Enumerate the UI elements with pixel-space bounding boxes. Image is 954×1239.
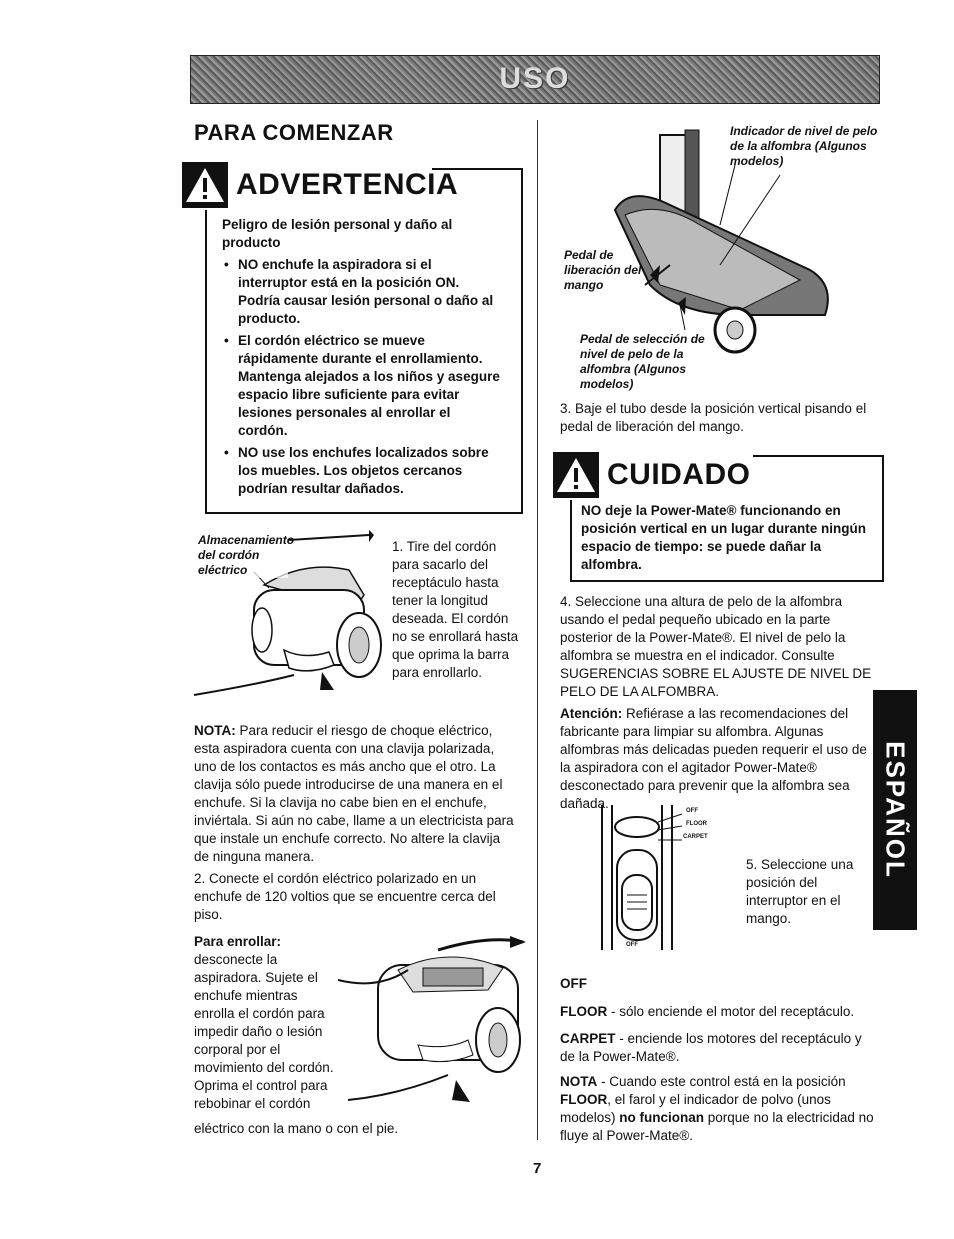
carpet-text: - enciende los motores del receptáculo y de la Power-Mate®. xyxy=(560,1031,862,1064)
header-banner xyxy=(190,55,880,104)
column-divider xyxy=(537,120,538,1140)
floor-label: FLOOR xyxy=(560,1004,608,1019)
nota-text: Para reducir el riesgo de choque eléctrico, esta aspiradora cuenta con una clavija polarizada, uno de los contactos es más ancho que el otro. La clavija sólo puede introducirse de una manera en el enchufe. Si la clavija no cabe bien en el enchufe, inviértala. Si aún no cabe, llame a un electricista para que instale un enchufe correcto. No altere la clavija de ninguna manera. xyxy=(194,723,514,864)
page-number: 7 xyxy=(533,1160,542,1177)
list-item: • El cordón eléctrico se mueve rápidamente durante el enrollamiento. Mantenga alejados a los niños y asegure espacio libre suficiente para evitar lesiones personales al enrollar el cordón. xyxy=(222,332,502,440)
advertencia-intro: Peligro de lesión personal y daño al producto xyxy=(222,217,453,250)
nota2-text-b: , el farol y el indicador de polvo (unos modelos) xyxy=(560,1092,831,1125)
switch-label-carpet: CARPET xyxy=(683,834,708,840)
label-pedal-liberacion: Pedal de liberación del mango xyxy=(564,248,642,292)
figure1-caption: Almacenamiento del cordón eléctrico xyxy=(198,533,295,577)
step-3: 3. Baje el tubo desde la posición vertical pisando el pedal de liberación del mango. xyxy=(560,401,867,434)
nota2-text-c: porque no la electricidad no fluye al Power-Mate®. xyxy=(560,1110,874,1143)
nota-1 xyxy=(194,722,516,866)
warning-icon xyxy=(182,162,228,208)
advertencia-title: ADVERTENCIA xyxy=(236,168,459,201)
nota-label: NOTA: xyxy=(194,723,236,738)
step-2: 2. Conecte el cordón eléctrico polarizado en un enchufe de 120 voltios que se encuentre cerca del piso. xyxy=(194,871,496,922)
cuidado-text: NO deje la Power-Mate® funcionando en posición vertical en un lugar durante ningún espacio de tiempo: se puede dañar la alfombra. xyxy=(581,503,867,572)
enrollar-label: Para enrollar: xyxy=(194,934,282,949)
cuidado-title: CUIDADO xyxy=(607,458,751,491)
cuidado-header xyxy=(553,450,753,500)
enrollar-body: desconecte la aspiradora. Sujete el enchufe mientras enrolla el cordón para impedir daño o lesión corporal por el movimiento del cordón. Oprima el control para rebobinar el cordón xyxy=(194,952,334,1111)
language-tab-label: ESPAÑOL xyxy=(880,741,911,879)
carpet-label: CARPET xyxy=(560,1031,616,1046)
nota2-label: NOTA xyxy=(560,1074,598,1089)
step-5: 5. Seleccione una posición del interruptor en el mango. xyxy=(746,857,854,926)
floor-mode xyxy=(560,1003,880,1021)
carpet-mode xyxy=(560,1030,880,1066)
banner-title: USO xyxy=(499,62,571,95)
step-1: 1. Tire del cordón para sacarlo del receptáculo hasta tener la longitud deseada. El cordón no se enrollará hasta que oprima la barra para enrollarlo. xyxy=(392,539,519,680)
enrollar-tail: eléctrico con la mano o con el pie. xyxy=(194,1121,399,1136)
nota2-text-a: - Cuando este control está en la posición xyxy=(597,1074,846,1089)
advertencia-list xyxy=(222,256,502,502)
atencion xyxy=(560,705,880,813)
warning-icon xyxy=(553,452,599,498)
enrollar-text xyxy=(194,933,334,1113)
advertencia-header xyxy=(182,160,459,210)
section-title: PARA COMENZAR xyxy=(194,120,394,145)
list-item: • NO use los enchufes localizados sobre los muebles. Los objetos cercanos podrían resultar dañados. xyxy=(222,444,502,498)
language-tab xyxy=(873,690,917,930)
atencion-label: Atención: xyxy=(560,706,623,721)
switch-label-floor: FLOOR xyxy=(686,821,707,827)
label-indicador: Indicador de nivel de pelo de la alfombra (Algunos modelos) xyxy=(730,124,878,168)
switch-illustration xyxy=(592,800,742,960)
rewind-illustration xyxy=(338,930,528,1120)
nota2-bold: no funcionan xyxy=(619,1110,705,1125)
switch-label-off-bottom: OFF xyxy=(626,942,638,948)
floor-text: - sólo enciende el motor del receptáculo. xyxy=(607,1004,855,1019)
step-4: 4. Seleccione una altura de pelo de la alfombra usando el pedal pequeño ubicado en la parte posterior de la Power-Mate®. El nivel de pelo la alfombra se muestra en el indicador. Consulte SUGERENCIAS SOBRE EL AJUSTE DE NIVEL DE PELO DE LA ALFOMBRA. xyxy=(560,594,872,699)
off-heading: OFF xyxy=(560,976,587,991)
label-pedal-seleccion: Pedal de selección de nivel de pelo de la alfombra (Algunos modelos) xyxy=(580,332,705,391)
nota2-floor: FLOOR xyxy=(560,1092,608,1107)
atencion-text: Refiérase a las recomendaciones del fabricante para limpiar su alfombra. Algunas alfombras más delicadas pueden requerir el uso de la aspiradora con el agitador Power-Mate® desconectado para prevenir que la alfombra sea dañada. xyxy=(560,706,867,811)
nota-2 xyxy=(560,1073,885,1145)
list-item: • NO enchufe la aspiradora si el interruptor está en la posición ON. Podría causar lesión personal o daño al producto. xyxy=(222,256,502,328)
switch-label-off: OFF xyxy=(686,808,698,814)
